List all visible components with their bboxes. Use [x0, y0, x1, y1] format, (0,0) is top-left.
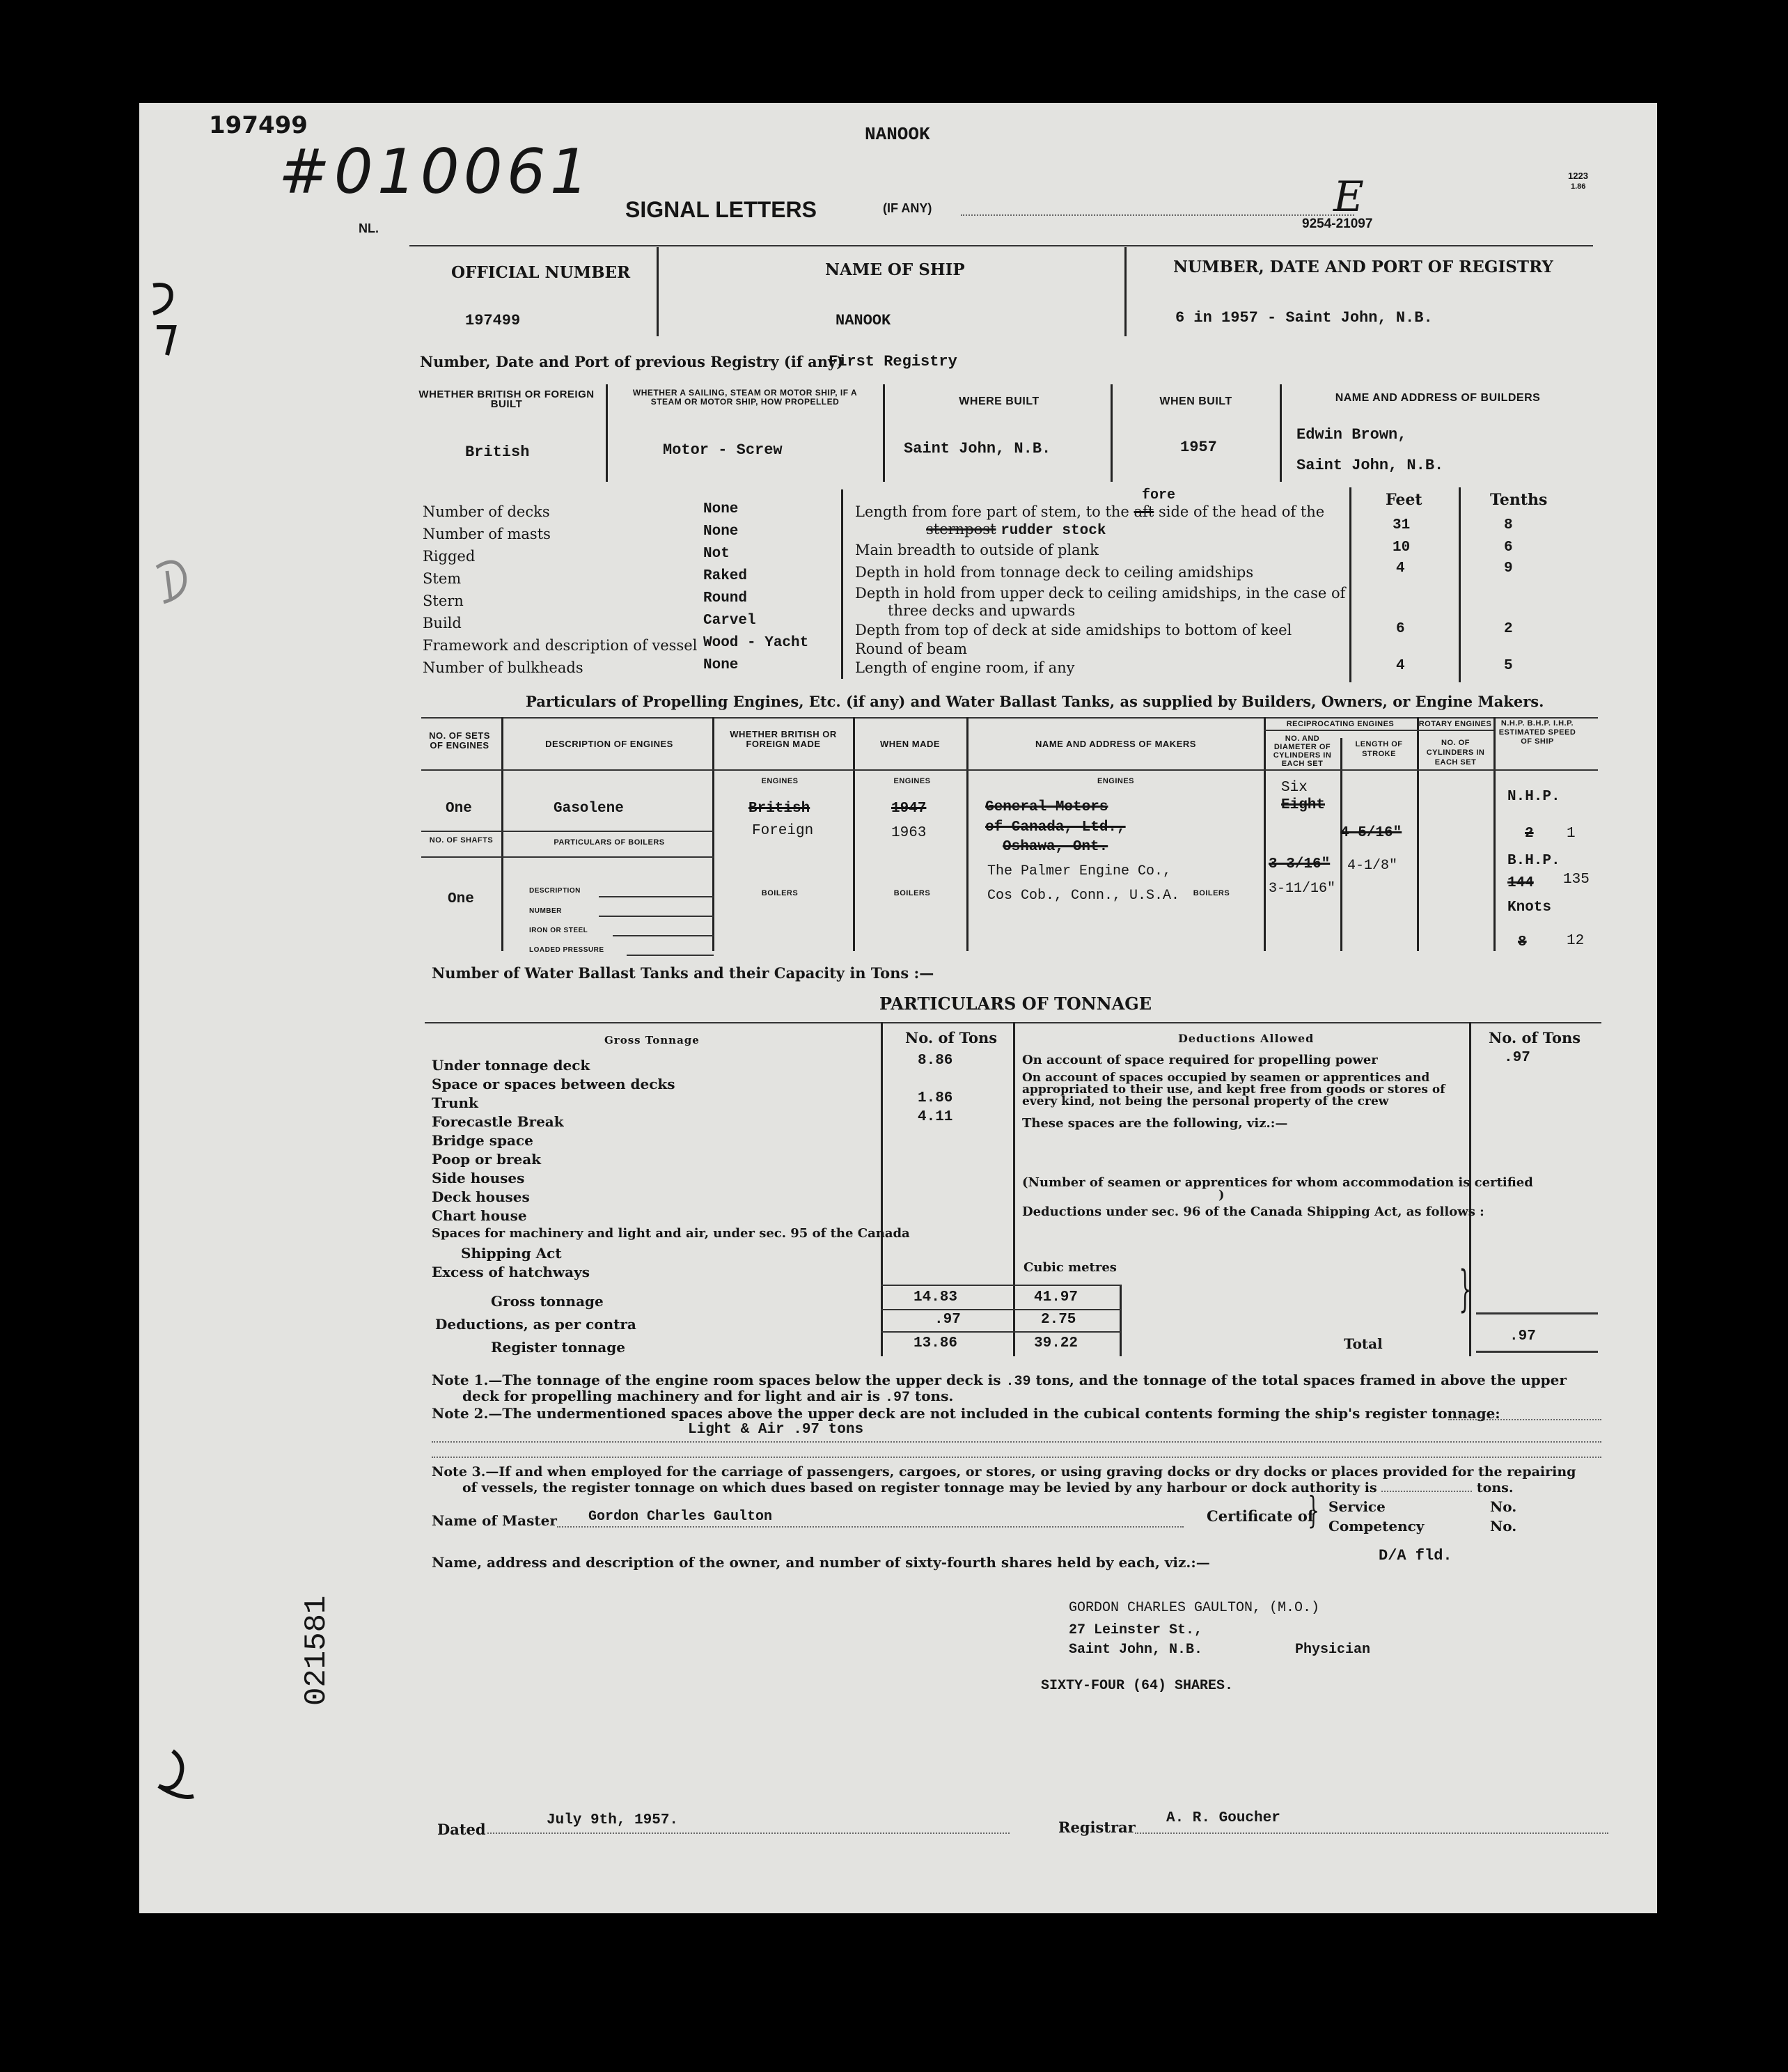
- boiler-iron: IRON OR STEEL: [529, 927, 588, 934]
- engine-year-struck: 1947: [891, 801, 927, 817]
- gross-row-label: Under tonnage deck: [432, 1057, 590, 1074]
- cylinders-new: Six: [1281, 780, 1308, 796]
- recip-heading: RECIPROCATING ENGINES: [1286, 720, 1395, 728]
- stroke-old: 4 5/16": [1340, 825, 1402, 841]
- propulsion-heading: WHETHER A SAILING, STEAM OR MOTOR SHIP, IF A STEAM OR MOTOR SHIP, HOW PROPELLED: [632, 388, 858, 407]
- nhp-old: 2: [1525, 826, 1534, 842]
- margin-mark: [152, 1748, 201, 1806]
- dimension-feet: 4: [1396, 658, 1405, 674]
- gross-row-tons: 1.86: [918, 1090, 953, 1106]
- boiler-number: NUMBER: [529, 907, 562, 915]
- when-built-value: 1957: [1180, 439, 1217, 456]
- rotary-heading: ROTARY ENGINES: [1418, 720, 1492, 728]
- da-filed: D/A fld.: [1379, 1547, 1452, 1564]
- bhp-label: B.H.P.: [1507, 853, 1560, 869]
- particular-label: Framework and description of vessel: [423, 637, 698, 654]
- dated-value: July 9th, 1957.: [547, 1812, 679, 1828]
- tons-heading-2: No. of Tons: [1489, 1029, 1581, 1046]
- made-where-heading: WHETHER BRITISH OR FOREIGN MADE: [730, 729, 837, 749]
- particular-value: Raked: [703, 568, 748, 584]
- dimension-label: Depth from top of deck at side amidships to bottom of keel: [855, 622, 1292, 638]
- top-ship-name: NANOOK: [865, 124, 930, 145]
- boiler-description: DESCRIPTION: [529, 887, 581, 895]
- stroke-heading: LENGTH OF STROKE: [1355, 740, 1403, 758]
- if-any-note: (IF ANY): [883, 201, 932, 215]
- british-built-heading: WHETHER BRITISH OR FOREIGN BUILT: [418, 388, 595, 410]
- form-number: 1223: [1568, 171, 1588, 181]
- tons-heading: No. of Tons: [905, 1029, 998, 1046]
- cubic-heading: Cubic metres: [1024, 1260, 1117, 1275]
- certificate-label: Certificate of: [1207, 1507, 1314, 1525]
- builders-heading: NAME AND ADDRESS OF BUILDERS: [1335, 392, 1541, 404]
- certificate-competency-no: No.: [1490, 1518, 1517, 1535]
- ship-name-value: NANOOK: [836, 312, 891, 329]
- builder-address: Saint John, N.B.: [1296, 457, 1444, 474]
- maker-old-1: General Motors: [985, 799, 1108, 815]
- dimension-label: Depth in hold from tonnage deck to ceiling amidships: [855, 564, 1254, 581]
- propulsion-value: Motor - Screw: [663, 441, 783, 459]
- gross-row-label: Shipping Act: [461, 1245, 562, 1262]
- note3-text-2: of vessels, the register tonnage on which dues based on register tonnage may be levied by any harbour or dock authority is tons.: [462, 1480, 1514, 1496]
- note2-text: Note 2.—The undermentioned spaces above the upper deck are not included in the cubical contents forming the ship's register tonnage:: [432, 1405, 1500, 1422]
- particular-label: Stem: [423, 570, 462, 587]
- register-tonnage-label: Register tonnage: [491, 1339, 625, 1356]
- maker-old-2: of Canada, Ltd.,: [985, 819, 1126, 835]
- margin-mark: [146, 278, 188, 374]
- previous-registry-label: Number, Date and Port of previous Registry (if any): [420, 353, 844, 370]
- gross-row-label: Space or spaces between decks: [432, 1076, 675, 1092]
- maker-new-1: The Palmer Engine Co.,: [987, 863, 1172, 879]
- owner-name: GORDON CHARLES GAULTON, (M.O.): [1069, 1600, 1320, 1616]
- dimension-tenths: 2: [1504, 621, 1513, 637]
- maker-new-2: Cos Cob., Conn., U.S.A.: [987, 888, 1180, 904]
- particular-value: None: [703, 524, 739, 540]
- gross-heading: Gross Tonnage: [604, 1034, 700, 1046]
- gross-tonnage-cubic: 41.97: [1034, 1289, 1079, 1305]
- builder-name: Edwin Brown,: [1296, 426, 1407, 444]
- particular-value: Carvel: [703, 613, 756, 629]
- bhp-new: 135: [1563, 872, 1590, 888]
- engine-year: 1963: [891, 825, 927, 841]
- knots-new: 12: [1567, 933, 1585, 949]
- british-built-value: British: [465, 444, 530, 461]
- diameter-new: 3-11/16": [1269, 881, 1336, 897]
- form-number-2: 1.86: [1571, 182, 1586, 191]
- nhp-new: 1: [1567, 826, 1576, 842]
- certificate-brace: }: [1308, 1490, 1319, 1532]
- feet-heading: Feet: [1386, 491, 1422, 509]
- gross-row-label: Chart house: [432, 1207, 527, 1224]
- dimension-tenths: 5: [1504, 658, 1513, 674]
- gross-row-label: Poop or break: [432, 1151, 542, 1168]
- gross-row-label: Spaces for machinery and light and air, under sec. 95 of the Canada: [432, 1226, 910, 1241]
- dimension-tenths: 9: [1504, 560, 1513, 576]
- certificate-service: Service: [1328, 1498, 1386, 1515]
- shares-value: SIXTY-FOUR (64) SHARES.: [1041, 1678, 1234, 1694]
- ship-name-heading: NAME OF SHIP: [825, 260, 965, 279]
- particular-label: Number of bulkheads: [423, 659, 583, 676]
- rotary-cyl-heading: NO. OF CYLINDERS IN EACH SET: [1426, 739, 1485, 767]
- sets-heading: NO. OF SETS OF ENGINES: [429, 730, 490, 751]
- official-number-heading: OFFICIAL NUMBER: [451, 263, 631, 282]
- particular-label: Stern: [423, 592, 464, 609]
- margin-mark: [150, 554, 198, 619]
- gross-row-label: Forecastle Break: [432, 1113, 564, 1130]
- cylinders-old: Eight: [1281, 797, 1326, 813]
- diameter-old: 3 3/16": [1269, 856, 1331, 872]
- gross-row-label: Side houses: [432, 1170, 525, 1186]
- gross-row-label: Excess of hatchways: [432, 1264, 590, 1280]
- deduction-following: These spaces are the following, viz.:—: [1022, 1116, 1288, 1131]
- dimension-label: Round of beam: [855, 641, 968, 657]
- particular-label: Rigged: [423, 548, 476, 565]
- bhp-old: 144: [1507, 875, 1534, 891]
- knots-label: Knots: [1507, 900, 1552, 916]
- gross-row-label: Bridge space: [432, 1132, 533, 1149]
- made-engines-sub: ENGINES: [893, 777, 931, 785]
- deductions-heading: Deductions Allowed: [1178, 1032, 1315, 1045]
- engine-description: Gasolene: [554, 801, 624, 817]
- boiler-pressure: LOADED PRESSURE: [529, 946, 604, 954]
- gross-tonnage-label: Gross tonnage: [491, 1293, 604, 1310]
- gross-row-tons: 8.86: [918, 1053, 953, 1069]
- seamen-number-label: (Number of seamen or apprentices for whom accommodation is certified: [1022, 1175, 1533, 1190]
- makers-boilers-sub: BOILERS: [1193, 889, 1230, 897]
- master-label: Name of Master: [432, 1512, 557, 1529]
- deduction-propelling: On account of space required for propelling power: [1022, 1053, 1378, 1067]
- makers-heading: NAME AND ADDRESS OF MAKERS: [1035, 739, 1196, 749]
- engine-british-struck: British: [748, 801, 810, 817]
- registry-value: 6 in 1957 - Saint John, N.B.: [1175, 309, 1433, 327]
- deduction-propelling-value: .97: [1504, 1050, 1530, 1066]
- previous-registry-value: First Registry: [829, 353, 957, 370]
- stamp-number: 021581: [299, 1595, 334, 1706]
- where-built-heading: WHERE BUILT: [959, 395, 1040, 407]
- dimension-feet: 4: [1396, 560, 1405, 576]
- length-tenths: 8: [1504, 517, 1513, 533]
- registrar-label: Registrar: [1058, 1819, 1136, 1836]
- owner-occupation: Physician: [1295, 1642, 1371, 1658]
- engine-foreign: Foreign: [752, 823, 814, 839]
- engine-sets: One: [446, 801, 472, 817]
- boilers-heading: PARTICULARS OF BOILERS: [554, 838, 665, 847]
- particular-label: Number of decks: [423, 503, 550, 520]
- note3-text: Note 3.—If and when employed for the carriage of passengers, cargoes, or stores, or using graving docks or dry docks or places provided for the repairing: [432, 1464, 1576, 1480]
- dimension-label: Depth in hold from upper deck to ceiling amidships, in the case of: [855, 585, 1346, 602]
- deduction-seamen: On account of spaces occupied by seamen or apprentices and appropriated to their use, and kept free from goods or stores of every kind, not being the personal property of the crew: [1022, 1071, 1445, 1108]
- registrar-value: A. R. Goucher: [1166, 1810, 1280, 1826]
- desc-heading: DESCRIPTION OF ENGINES: [545, 739, 673, 749]
- particular-label: Number of masts: [423, 526, 551, 542]
- doc-number: 197499: [209, 111, 308, 139]
- tenths-heading: Tenths: [1490, 491, 1548, 509]
- note2-value: Light & Air .97 tons: [688, 1422, 864, 1438]
- owner-street: 27 Leinster St.,: [1069, 1622, 1203, 1638]
- knots-old: 8: [1518, 934, 1527, 950]
- particular-value: None: [703, 501, 739, 517]
- official-number-value: 197499: [465, 312, 521, 329]
- signal-letters-heading: SIGNAL LETTERS: [625, 197, 817, 222]
- length-label-2: sternpost rudder stock: [926, 521, 1106, 539]
- dimension-feet: 6: [1396, 621, 1405, 637]
- nl-mark: NL.: [359, 221, 379, 235]
- length-label: Length from fore part of stem, to the aft side of the head of the: [855, 503, 1325, 520]
- dimension-feet: 10: [1393, 540, 1411, 556]
- note1-text: Note 1.—The tonnage of the engine room spaces below the upper deck is .39 tons, and the tonnage of the total spaces framed in above the upper: [432, 1372, 1567, 1390]
- gross-tonnage-tons: 14.83: [913, 1289, 958, 1305]
- particular-label: Build: [423, 615, 462, 631]
- makers-engines-sub: ENGINES: [1097, 777, 1134, 785]
- made-boilers-sub: BOILERS: [893, 889, 931, 897]
- deductions-label: Deductions, as per contra: [435, 1316, 636, 1333]
- dimension-label: Length of engine room, if any: [855, 659, 1075, 676]
- total-label: Total: [1344, 1335, 1383, 1352]
- length-feet: 31: [1393, 517, 1411, 533]
- gross-row-label: Trunk: [432, 1094, 478, 1111]
- brace: }: [1459, 1260, 1472, 1317]
- fore-correction: fore: [1142, 487, 1176, 503]
- handwritten-number: #010061: [279, 136, 593, 207]
- owner-city: Saint John, N.B.: [1069, 1642, 1203, 1658]
- corner-mark: E: [1333, 173, 1364, 221]
- gross-row-tons: 4.11: [918, 1109, 953, 1125]
- seamen-close: ): [1218, 1188, 1225, 1202]
- dated-label: Dated: [437, 1821, 486, 1838]
- when-built-heading: WHEN BUILT: [1159, 395, 1232, 407]
- master-value: Gordon Charles Gaulton: [588, 1509, 773, 1525]
- brit-engines-sub: ENGINES: [761, 777, 799, 785]
- maker-old-3: Oshawa, Ont.: [1003, 839, 1108, 855]
- cylinders-heading: NO. AND DIAMETER OF CYLINDERS IN EACH SET: [1273, 735, 1332, 768]
- total-value: .97: [1509, 1328, 1536, 1344]
- signal-letters-line: [961, 214, 1354, 216]
- particular-value: Not: [703, 546, 730, 562]
- particular-value: Round: [703, 590, 748, 606]
- stroke-new: 4-1/8": [1347, 858, 1398, 874]
- dimension-tenths: 6: [1504, 540, 1513, 556]
- dimension-label: Main breadth to outside of plank: [855, 542, 1099, 558]
- register-tonnage-tons: 13.86: [913, 1335, 958, 1351]
- nhp-label: N.H.P.: [1507, 789, 1560, 805]
- owner-label: Name, address and description of the owner, and number of sixty-fourth shares held by each, viz.:—: [432, 1554, 1210, 1571]
- deductions-cubic: 2.75: [1041, 1312, 1076, 1328]
- dimension-label-2: three decks and upwards: [888, 602, 1076, 619]
- register-tonnage-cubic: 39.22: [1034, 1335, 1079, 1351]
- particular-value: None: [703, 657, 739, 673]
- shafts-value: One: [448, 891, 474, 907]
- header-top-rule: [409, 245, 1593, 246]
- where-built-value: Saint John, N.B.: [904, 440, 1051, 457]
- gross-row-label: Deck houses: [432, 1188, 530, 1205]
- ballast-label: Number of Water Ballast Tanks and their Capacity in Tons :—: [432, 964, 934, 982]
- tonnage-title: PARTICULARS OF TONNAGE: [879, 994, 1152, 1014]
- hp-heading: N.H.P. B.H.P. I.H.P. ESTIMATED SPEED OF SHIP: [1498, 719, 1576, 746]
- certificate-competency: Competency: [1328, 1518, 1425, 1535]
- deductions-tons: .97: [934, 1312, 961, 1328]
- engines-title: Particulars of Propelling Engines, Etc. (if any) and Water Ballast Tanks, as supplied by Builders, Owners, or Engine Makers.: [526, 693, 1544, 710]
- shafts-heading: NO. OF SHAFTS: [429, 836, 494, 845]
- deduction-sec96: Deductions under sec. 96 of the Canada Shipping Act, as follows :: [1022, 1204, 1484, 1219]
- certificate-service-no: No.: [1490, 1498, 1517, 1515]
- registry-heading: NUMBER, DATE AND PORT OF REGISTRY: [1173, 258, 1553, 276]
- note1-text-2: deck for propelling machinery and for light and air is .97 tons.: [462, 1388, 954, 1406]
- particular-value: Wood - Yacht: [703, 635, 809, 651]
- file-reference: 9254-21097: [1302, 217, 1373, 231]
- brit-boilers-sub: BOILERS: [761, 889, 799, 897]
- when-made-heading: WHEN MADE: [879, 739, 941, 749]
